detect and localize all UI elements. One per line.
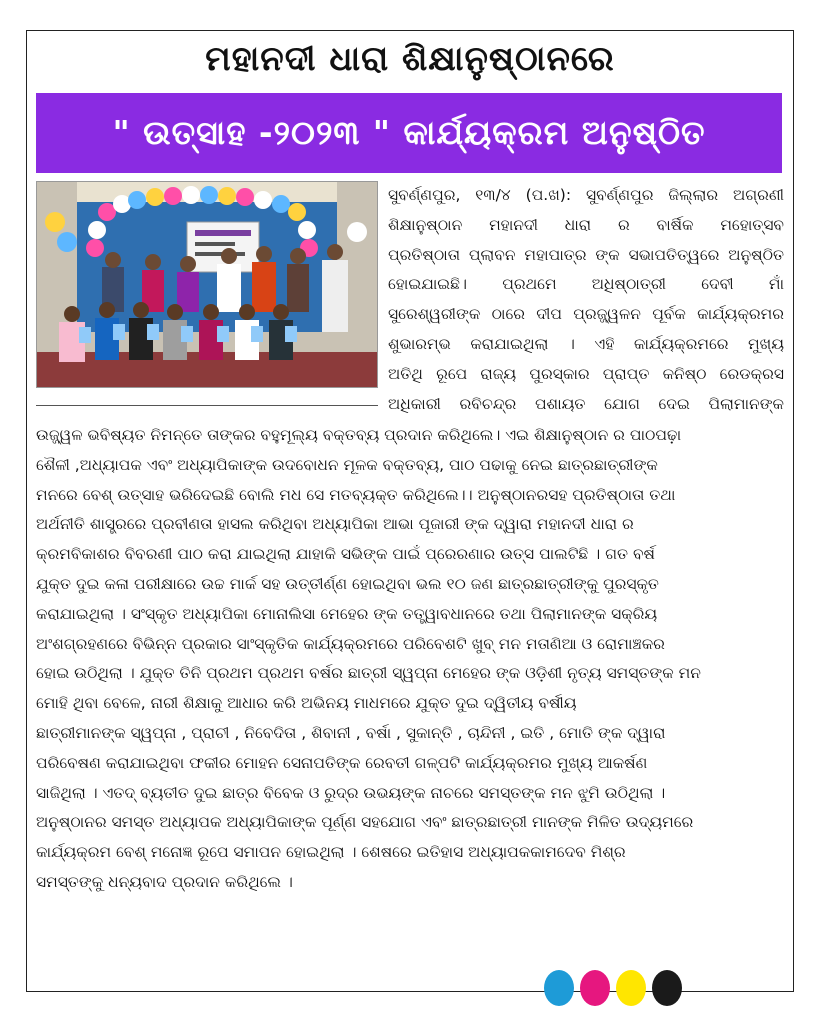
event-photo: [36, 181, 378, 388]
article-text-wrapped: [388, 181, 784, 419]
article-line: କାର୍ଯ୍ୟକ୍ରମ ବେଶ୍ ମନୋଜ୍ଞ ରୂପେ ସମାପନ ହୋଇଥିଲା । ଶେଷରେ ଇତିହାସ ଅଧ୍ୟାପକକାମଦେବ ମିଶ୍ର: [36, 843, 626, 862]
article-line: ସୁବର୍ଣ୍ଣପୁର, ୧୩/୪ (ପ.ଖ): ସୁବର୍ଣ୍ଣପୁର ଜିଲ୍ଲାର ଅଗ୍ରଣୀ: [388, 186, 784, 204]
headline: ମହାନଦୀ ଧାରା ଶିକ୍ଷାନୁଷ୍ଠାନରେ: [205, 39, 615, 79]
article-line: ପରିବେଷଣ କରାଯାଇଥିବା ଫକୀର ମୋହନ ସେନାପତିଙ୍କ ରେବତୀ ଗଳ୍ପଟି କାର୍ଯ୍ୟକ୍ରମର ମୁଖ୍ୟ ଆକର୍ଷଣ: [36, 753, 648, 772]
article-line: କରାଯାଇଥିଲା । ସଂସ୍କୃତ ଅଧ୍ୟାପିକା ମୋନାଲିସା ମେହେର ଙ୍କ ତତ୍ତ୍ୱାବଧାନରେ ତଥା ପିଲାମାନଙ୍କ ସକ୍ରିୟ: [36, 604, 658, 623]
article-line: ସାଜିଥିଲା । ଏତଦ୍ ବ୍ୟତୀତ ଦୁଇ ଛାତ୍ର ବିବେକ ଓ ରୁଦ୍ର ଉଭୟଙ୍କ ନାଚରେ ସମସ୍ତଙ୍କ ମନ ଝୁମି ଉଠିଥିଲା ।: [36, 783, 666, 802]
article-line: ଅର୍ଥନୀତି ଶାସ୍ତ୍ରରେ ପ୍ରବୀଣତା ହାସଲ କରିଥିବା ଅଧ୍ୟାପିକା ଆଭା ପୂଜାରୀ ଙ୍କ ଦ୍ୱାରା ମହାନଦୀ ଧାରା ର: [36, 515, 634, 534]
article-line: ମନରେ ବେଶ୍ ଉତ୍ସାହ ଭରିଦେଇଛି ବୋଲି ମଧ ସେ ମତବ୍ୟକ୍ତ କରିଥିଲେ।। ଅନୁଷ୍ଠାନରସହ ପ୍ରତିଷ୍ଠାତା ତଥା: [36, 485, 676, 504]
cyan-dot: [544, 970, 574, 1006]
article-line: କ୍ରମବିକାଶର ବିବରଣୀ ପାଠ କରା ଯାଇଥିଲା ଯାହାକି ସଭିଙ୍କ ପାଇଁ ପ୍ରେରଣାର ଉତ୍ସ ପାଲଟିଛି । ଗତ ବର୍ଷ: [36, 545, 655, 564]
article-line: ଉଜ୍ଜ୍ୱଳ ଭବିଷ୍ୟତ ନିମନ୍ତେ ତାଙ୍କର ବହୁମୂଲ୍ୟ ବକ୍ତବ୍ୟ ପ୍ରଦାନ କରିଥିଲେ। ଏଇ ଶିକ୍ଷାନୁଷ୍ଠାନ ର ପାଠପଢ଼ା: [36, 426, 682, 444]
article-text-full: [36, 421, 784, 898]
banner-title: " ଉତ୍ସାହ -୨୦୨୩ " କାର୍ଯ୍ୟକ୍ରମ ଅନୁଷ୍ଠିତ: [36, 93, 782, 173]
article-line: ଅଧିକାରୀ ରବିଚନ୍ଦ୍ର ପଶାୟତ ଯୋଗ ଦେଇ ପିଲାମାନଙ୍କ: [388, 394, 784, 413]
article-line: ଅତିଥି ରୂପେ ରାଜ୍ୟ ପୁରସ୍କାର ପ୍ରାପ୍ତ କନିଷ୍ଠ ରେଡକ୍ରସ: [388, 364, 784, 383]
magenta-dot: [580, 970, 610, 1006]
article-line: ହୋଇ ଉଠିଥିଲା । ଯୁକ୍ତ ତିନି ପ୍ରଥମ ପ୍ରଥମ ବର୍ଷର ଛାତ୍ରୀ ସ୍ୱପ୍ନା ମେହେର ଙ୍କ ଓଡ଼ିଶୀ ନୃତ୍ୟ ସମସ୍ତଙ୍କ ମନ: [36, 664, 701, 683]
article-line: ଶୈଳୀ ,ଅଧ୍ୟାପକ ଏବଂ ଅଧ୍ୟାପିକାଙ୍କ ଉଦବୋଧନ ମୂଳକ ବକ୍ତବ୍ୟ, ପାଠ ପଢାକୁ ନେଇ ଛାତ୍ରଛାତ୍ରୀଙ୍କ: [36, 455, 658, 474]
article-line: ଯୁକ୍ତ ଦୁଇ କଳା ପରୀକ୍ଷାରେ ଉଚ୍ଚ ମାର୍କ ସହ ଉତ୍ତୀର୍ଣ୍ଣ ହୋଇଥିବା ଭଲ ୧୦ ଜଣ ଛାତ୍ରଛାତ୍ରୀଙ୍କୁ ପୁରସ୍କୃତ: [36, 574, 659, 593]
article-line: ଅନୁଷ୍ଠାନର ସମସ୍ତ ଅଧ୍ୟାପକ ଅଧ୍ୟାପିକାଙ୍କ ପୂର୍ଣ୍ଣ ସହଯୋଗ ଏବଂ ଛାତ୍ରଛାତ୍ରୀ ମାନଙ୍କ ମିଳିତ ଉଦ୍ୟମରେ: [36, 813, 694, 832]
article-line: ସୁରେଶ୍ୱରୀଙ୍କ ଠାରେ ଦୀପ ପ୍ରଜ୍ଜ୍ୱଳନ ପୂର୍ବକ କାର୍ଯ୍ୟକ୍ରମର: [388, 305, 784, 324]
article-line: ଅଂଶଗ୍ରହଣରେ ବିଭିନ୍ନ ପ୍ରକାର ସାଂସ୍କୃତିକ କାର୍ଯ୍ୟକ୍ରମରେ ପରିବେଶଟି ଖୁବ୍ ମନ ମତାଣିଆ ଓ ରୋମାଞ୍ଚକର: [36, 634, 665, 653]
photo-divider: [36, 405, 378, 406]
article-line: ଛାତ୍ରୀମାନଙ୍କ ସ୍ୱପ୍ନା , ପ୍ରାଚୀ , ନିବେଦିତା , ଶିବାନୀ , ବର୍ଷା , ସୁକାନ୍ତି , ଚାନ୍ଦିନୀ , ଇତି , ମୋତି ଙ୍କ ଦ୍ୱାରା: [36, 723, 666, 742]
registration-marks: [544, 970, 682, 1008]
black-dot: [652, 970, 682, 1006]
article-line: ହୋଇଯାଇଛି। ପ୍ରଥମେ ଅଧିଷ୍ଠାତ୍ରୀ ଦେବୀ ମାଁ: [388, 275, 784, 294]
article-line: ସମସ୍ତଙ୍କୁ ଧନ୍ୟବାଦ ପ୍ରଦାନ କରିଥିଲେ ।: [36, 872, 293, 891]
yellow-dot: [616, 970, 646, 1006]
article-line: ପ୍ରତିଷ୍ଠାତା ପ୍ଲାବନ ମହାପାତ୍ର ଙ୍କ ସଭାପତିତ୍ୱରେ ଅନୁଷ୍ଠିତ: [388, 245, 784, 264]
article-line: ମୋହି ଥିବା ବେଳେ, ନାରୀ ଶିକ୍ଷାକୁ ଆଧାର କରି ଅଭିନୟ ମାଧମରେ ଯୁକ୍ତ ଦୁଇ ଦ୍ୱିତୀୟ ବର୍ଷୀୟ: [36, 694, 577, 713]
article-line: ଶିକ୍ଷାନୁଷ୍ଠାନ ମହାନଦୀ ଧାରା ର ବାର୍ଷିକ ମହୋତ୍ସବ: [388, 215, 784, 234]
article-line: ଶୁଭାରମ୍ଭ କରାଯାଇଥିଲା । ଏହି କାର୍ଯ୍ୟକ୍ରମରେ ମୁଖ୍ୟ: [388, 334, 784, 353]
